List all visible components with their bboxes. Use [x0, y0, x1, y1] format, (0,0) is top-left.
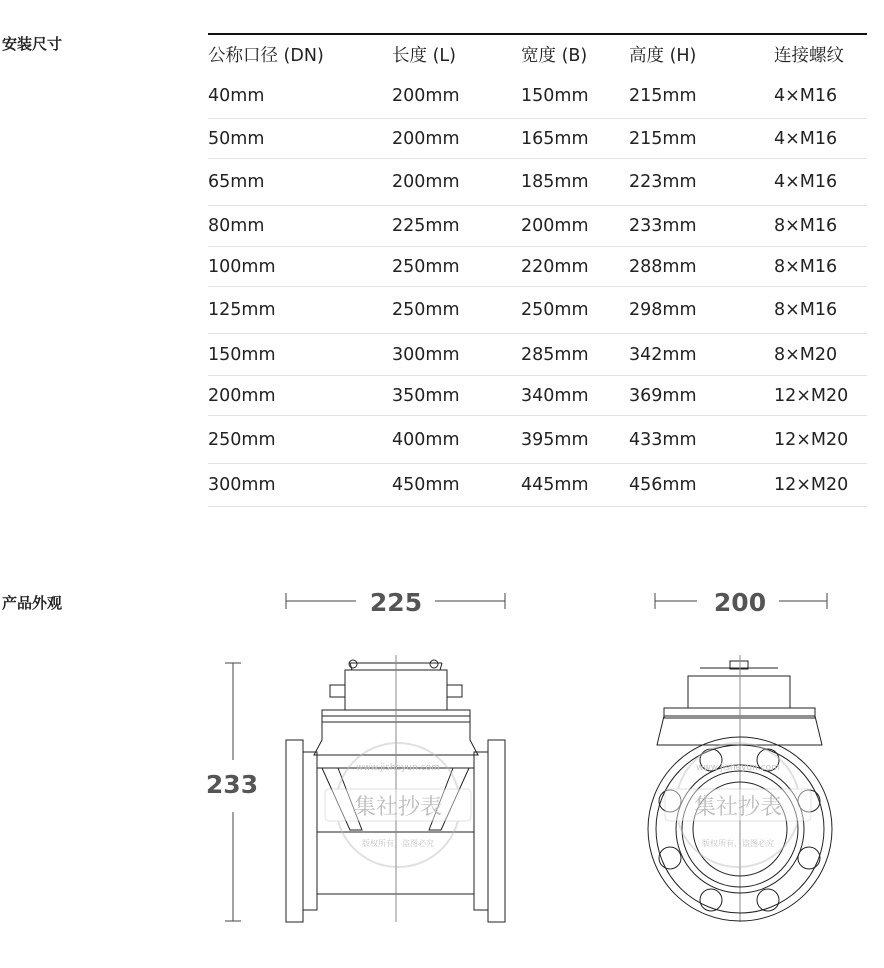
header-width: 宽度 (B): [521, 45, 588, 66]
cell-thread: 12×M20: [774, 385, 849, 406]
cell-width: 220mm: [521, 256, 589, 277]
cell-dn: 125mm: [208, 300, 276, 320]
cell-length: 200mm: [392, 172, 460, 192]
header-dn: 公称口径 (DN): [208, 45, 324, 66]
cell-thread: 4×M16: [774, 172, 838, 192]
cell-width: 200mm: [521, 216, 589, 236]
cell-dn: 50mm: [208, 128, 265, 149]
front-view-drawing: [648, 593, 832, 922]
cell-height: 233mm: [629, 216, 697, 236]
cell-width: 185mm: [521, 172, 589, 192]
cell-dn: 80mm: [208, 216, 265, 236]
cell-dn: 300mm: [208, 475, 276, 495]
header-thread: 连接螺纹: [774, 45, 844, 66]
cell-height: 215mm: [629, 128, 697, 149]
cell-dn: 40mm: [208, 85, 265, 106]
cell-width: 285mm: [521, 344, 589, 365]
cell-length: 225mm: [392, 216, 460, 236]
cell-width: 445mm: [521, 475, 589, 495]
watermark-url-front: www.jisheyun.com: [696, 763, 780, 773]
cell-dn: 100mm: [208, 256, 276, 277]
cell-length: 450mm: [392, 475, 460, 495]
cell-thread: 12×M20: [774, 429, 849, 450]
dimension-side-length: 225: [369, 588, 423, 617]
watermark-brand-side: 集社抄表: [353, 795, 443, 820]
cell-length: 250mm: [392, 300, 460, 320]
watermark-notice-front: 版权所有，盗图必究: [702, 839, 774, 848]
dimension-height: 233: [205, 770, 259, 799]
cell-width: 150mm: [521, 85, 589, 106]
cell-dn: 200mm: [208, 385, 276, 406]
cell-thread: 8×M16: [774, 300, 838, 320]
cell-dn: 150mm: [208, 344, 276, 365]
header-length: 长度 (L): [392, 45, 456, 66]
cell-thread: 8×M20: [774, 344, 838, 365]
cell-length: 300mm: [392, 344, 460, 365]
side-view-drawing: [225, 593, 505, 922]
cell-dn: 65mm: [208, 172, 265, 192]
cell-height: 369mm: [629, 385, 697, 406]
cell-thread: 4×M16: [774, 85, 838, 106]
cell-thread: 8×M16: [774, 256, 838, 277]
watermark-brand-front: 集社抄表: [693, 795, 783, 820]
cell-length: 200mm: [392, 85, 460, 106]
cell-dn: 250mm: [208, 429, 276, 450]
cell-length: 250mm: [392, 256, 460, 277]
cell-height: 433mm: [629, 429, 697, 450]
cell-thread: 4×M16: [774, 128, 838, 149]
section-title-install: 安装尺寸: [2, 35, 63, 53]
cell-thread: 8×M16: [774, 216, 838, 236]
cell-width: 250mm: [521, 300, 589, 320]
watermark-notice-side: 版权所有，盗图必究: [362, 839, 434, 848]
dimension-front-width: 200: [713, 588, 767, 617]
header-height: 高度 (H): [629, 45, 697, 66]
cell-height: 288mm: [629, 256, 697, 277]
cell-height: 456mm: [629, 475, 697, 495]
cell-width: 165mm: [521, 128, 589, 149]
cell-length: 350mm: [392, 385, 460, 406]
cell-height: 215mm: [629, 85, 697, 106]
cell-length: 200mm: [392, 128, 460, 149]
cell-thread: 12×M20: [774, 475, 849, 495]
section-title-appearance: 产品外观: [2, 594, 63, 612]
cell-width: 340mm: [521, 385, 589, 406]
cell-height: 342mm: [629, 344, 697, 365]
cell-width: 395mm: [521, 429, 589, 450]
cell-length: 400mm: [392, 429, 460, 450]
cell-height: 298mm: [629, 300, 697, 320]
cell-height: 223mm: [629, 172, 697, 192]
watermark-url-side: www.jisheyun.com: [356, 763, 440, 773]
